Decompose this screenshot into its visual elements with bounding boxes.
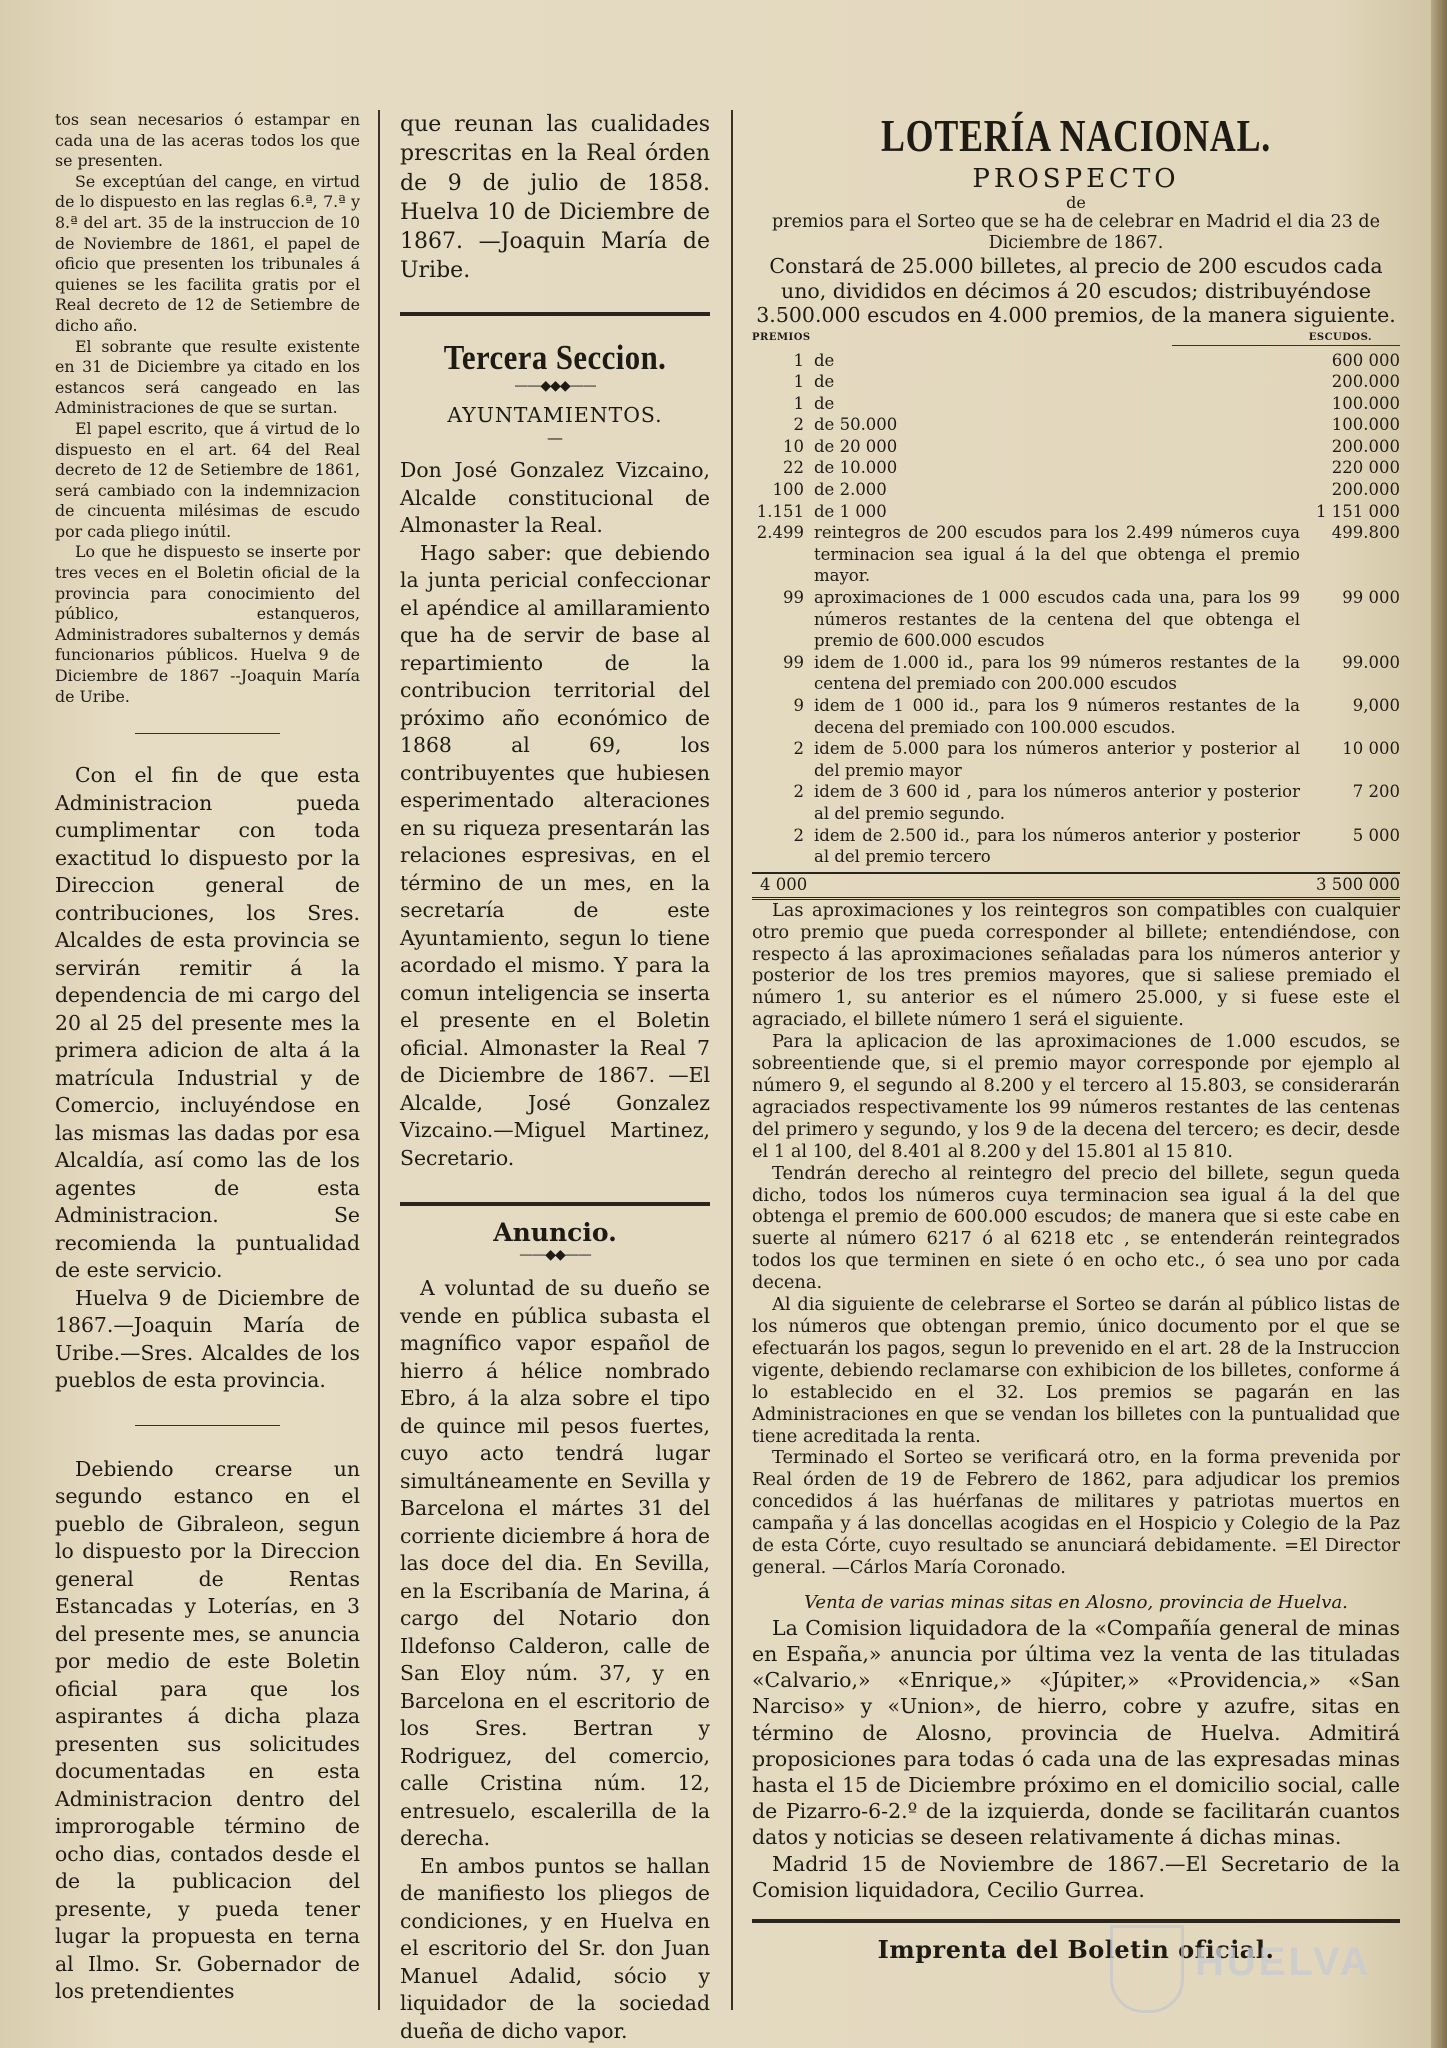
col1-paragraph: tos sean necesarios ó estampar en cada una de las aceras todos los que se presenten. bbox=[55, 110, 360, 171]
col1-paragraph: Lo que he dispuesto se inserte por tres veces en el Boletin oficial de la provincia para conocimiento del público, estanqueros, Administradores subalternos y demás funcionarios públicos. Huelva 9 de Diciembre de 1867 --Joaquin María de Uribe. bbox=[55, 542, 360, 706]
huelva-watermark: HUELVA bbox=[1195, 1940, 1372, 1984]
prize-count: 99 bbox=[783, 652, 804, 672]
prize-amount: 100.000 bbox=[1331, 415, 1400, 435]
prize-row bbox=[752, 501, 1400, 523]
prize-row bbox=[752, 522, 1400, 587]
prize-description: idem de 5.000 para los números anterior y posterior al del premio mayor bbox=[814, 739, 1300, 780]
prize-amount: 10 000 bbox=[1342, 739, 1400, 759]
prize-row bbox=[752, 457, 1400, 479]
prize-description: de 50.000 bbox=[814, 415, 898, 435]
premios-header: PREMIOS bbox=[752, 331, 811, 343]
column-3 bbox=[752, 108, 1400, 1964]
prize-row bbox=[752, 350, 1400, 372]
minas-signature: Madrid 15 de Noviembre de 1867.—El Secretario de la Comision liquidadora, Cecilio Gurrea. bbox=[752, 1851, 1400, 1902]
column-1 bbox=[55, 110, 360, 2006]
prize-row bbox=[752, 652, 1400, 695]
prize-amount: 200.000 bbox=[1331, 480, 1400, 500]
prize-row bbox=[752, 371, 1400, 393]
col1-paragraph: Con el fin de que esta Administracion pueda cumplimentar con toda exactitud lo dispuesto por la Direccion general de contribuciones, los Sres. Alcaldes de esta provincia se servirán remitir á la dependencia de mi cargo del 20 al 25 del presente mes la primera adicion de alta á la matrícula Industrial y de Comercio, incluyéndose en las mismas las dadas por esa Alcaldía, así como las de los agentes de esta Administracion. Se recomienda la puntualidad de este servicio. bbox=[55, 763, 360, 1283]
ornament-icon: ——◆◆◆—— bbox=[514, 377, 596, 394]
prize-row bbox=[752, 695, 1400, 738]
col3-paragraph: Tendrán derecho al reintegro del precio del billete, segun queda dicho, todos los números cuya terminacion sea igual á la del que obtenga el premio de 600.000 escudos; de manera que si este cabe en suerte al número 6217 ó al 6218 etc , se entenderán reintegrados todos los que terminen en siete ó en ocho etc., ó sea uno por cada decena. bbox=[752, 1162, 1400, 1294]
col1-paragraph: Se exceptúan del cange, en virtud de lo dispuesto en las reglas 6.ª, 7.ª y 8.ª del art. 35 de la instruccion de 10 de Noviembre de 1861, el papel de oficio que presenten los tribunales á quienes se les facilita gratis por el Real decreto de 12 de Setiembre de dicho año. bbox=[55, 171, 360, 335]
escudos-header: ESCUDOS. bbox=[1308, 331, 1372, 343]
prize-row bbox=[752, 738, 1400, 781]
prize-description: idem de 2.500 id., para los números anterior y posterior al del premio tercero bbox=[814, 825, 1300, 867]
prize-count: 22 bbox=[783, 458, 804, 478]
ayuntamientos-heading: AYUNTAMIENTOS. bbox=[447, 402, 663, 427]
prize-amount: 600 000 bbox=[1331, 350, 1400, 370]
prize-description: de bbox=[814, 393, 835, 413]
prize-amount: 499.800 bbox=[1331, 523, 1400, 543]
col3-paragraph: Terminado el Sorteo se verificará otro, en la forma prevenida por Real órden de 19 de Febrero de 1862, para adjudicar los premios concedidos á las huérfanas de militares y patriotas muertos en campaña y á las doncellas acogidas en el Hospicio y Colegio de la Paz de esta Córte, cuyo resultado se anunciará debidamente. =El Director general. —Cárlos María Coronado. bbox=[752, 1447, 1400, 1578]
prize-description: idem de 1 000 id., para los 9 números restantes de la decena del premiado con 100.000 escudos. bbox=[814, 696, 1300, 737]
prize-amount: 200.000 bbox=[1331, 372, 1400, 392]
col3-paragraph: Las aproximaciones y los reintegros son compatibles con cualquier otro premio que pueda corresponder al billete; entendiéndose, con respecto á las aproximaciones señaladas para los números anterior y posterior de los tres premios mayores, que si saliese premiado el número 1, su anterior es el número 25.000, y si fuese este el agraciado, el billete número 1 será el siguiente. bbox=[752, 899, 1400, 1031]
prize-count: 2 bbox=[793, 415, 804, 435]
prize-description: idem de 1.000 id., para los 99 números restantes de la centena del premiado con 200.000 escudos bbox=[814, 652, 1300, 694]
prize-amount: 1 151 000 bbox=[1316, 501, 1400, 521]
col1-paragraph: Debiendo crearse un segundo estanco en el pueblo de Gibraleon, segun lo dispuesto por la Direccion general de Rentas Estancadas y Loterías, en 3 del presente mes, se anuncia por medio de este Boletin oficial para que los aspirantes á dicha plaza presenten sus solicitudes documentadas en esta Administracion dentro del improrogable término de ocho dias, contados desde el de la publicacion del presente, y pueda tener lugar la propuesta en terna al Ilmo. Sr. Gobernador de los pretendientes bbox=[55, 1456, 360, 2004]
prize-description: de bbox=[814, 350, 835, 370]
page-edge bbox=[1431, 0, 1447, 2048]
prize-row bbox=[752, 436, 1400, 458]
prize-count: 2 bbox=[793, 739, 804, 759]
huelva-crest-icon bbox=[1110, 1925, 1184, 2013]
de-label: de bbox=[1066, 193, 1086, 212]
prize-amount: 220 000 bbox=[1331, 458, 1400, 478]
ayuntamiento-body: Hago saber: que debiendo la junta pericial confeccionar el apéndice al amillaramiento que ha de servir de base al repartimiento de la contribucion territorial del próximo año económico de 1868 al 69, los contribuyentes que hubiesen esperimentado alteraciones en su riqueza presentarán las relaciones espresivas, en el término de un mes, en la secretaría de este Ayuntamiento, segun lo tiene acordado el mismo. Y para la comun inteligencia se inserta el presente en el Boletin oficial. Almonaster la Real 7 de Diciembre de 1867. —El Alcalde, José Gonzalez Vizcaino.—Miguel Martinez, Secretario. bbox=[400, 540, 710, 1170]
section-title: Tercera Seccion. bbox=[443, 337, 667, 377]
prize-count: 99 bbox=[783, 588, 804, 608]
prize-amount: 200.000 bbox=[1331, 436, 1400, 456]
prize-row bbox=[752, 393, 1400, 415]
prize-count: 100 bbox=[772, 480, 804, 500]
total-amount: 3 500 000 bbox=[1316, 874, 1400, 894]
prospecto-lead: Constará de 25.000 billetes, al precio de 200 escudos cada uno, divididos en décimos á 20 escudos; distribuyéndose 3.500.000 escudos en 4.000 premios, de la manera siguiente. bbox=[756, 254, 1396, 327]
prize-description: de bbox=[814, 372, 835, 392]
prize-row bbox=[752, 587, 1400, 652]
prize-row bbox=[752, 479, 1400, 501]
col2-paragraph: que reunan las cualidades prescritas en la Real órden de 9 de julio de 1858. Huelva 10 de Diciembre de 1867. —Joaquin María de Uribe. bbox=[400, 112, 710, 284]
col3-paragraph: Para la aplicacion de las aproximaciones de 1.000 escudos, se sobreentiende que, si el premio mayor corresponde por ejemplo al número 9, el segundo al 8.200 y el tercero al 15.803, se considerarán agraciados respectivamente los 99 números restantes de las centenas del primero y segundo, y los 9 de la decena del tercero; es decir, desde el 1 al 100, del 8.401 al 8.200 y del 15.801 al 15 810. bbox=[752, 1031, 1400, 1162]
prize-count: 2 bbox=[793, 825, 804, 845]
column-rule-2 bbox=[731, 110, 733, 2010]
prize-count: 10 bbox=[783, 436, 804, 456]
prize-description: de 10.000 bbox=[814, 458, 898, 478]
minas-heading: Venta de varias minas sitas en Alosno, provincia de Huelva. bbox=[804, 1591, 1348, 1613]
total-count: 4 000 bbox=[760, 874, 808, 894]
col1-paragraph: Huelva 9 de Diciembre de 1867.—Joaquin María de Uribe.—Sres. Alcaldes de los pueblos de esta provincia. bbox=[55, 1285, 360, 1393]
imprenta-footer: Imprenta del Boletin oficial. bbox=[877, 1935, 1275, 1965]
anuncio-heading: Anuncio. bbox=[493, 1218, 617, 1248]
prize-count: 9 bbox=[793, 696, 804, 715]
prize-table bbox=[752, 350, 1400, 868]
loteria-title: LOTERÍA NACIONAL. bbox=[880, 110, 1272, 161]
prize-description: de 1 000 bbox=[814, 501, 887, 521]
prize-amount: 99.000 bbox=[1342, 652, 1400, 672]
prize-row bbox=[752, 414, 1400, 436]
ayuntamiento-name: Don José Gonzalez Vizcaino, Alcalde constitucional de Almonaster la Real. bbox=[400, 458, 710, 538]
prize-amount: 100.000 bbox=[1331, 393, 1400, 413]
prize-description: de 20 000 bbox=[814, 436, 898, 456]
prize-count: 2 bbox=[793, 782, 804, 802]
prize-count: 1 bbox=[793, 393, 804, 413]
prize-count: 2.499 bbox=[756, 523, 804, 543]
col1-paragraph: El sobrante que resulte existente en 31 de Diciembre ya citado en los estancos será cangeado en las Administraciones de que se surtan. bbox=[55, 336, 360, 418]
column-rule-1 bbox=[378, 110, 380, 2010]
prize-amount: 99 000 bbox=[1342, 588, 1400, 608]
anuncio-paragraph: A voluntad de su dueño se vende en pública subasta el magnífico vapor español de hierro á hélice nombrado Ebro, á la alza sobre el tipo de quince mil pesos fuertes, cuyo acto tendrá lugar simultáneamente en Sevilla y Barcelona el mártes 31 del corriente diciembre á hora de las doce del dia. En Sevilla, en la Escribanía de Marina, á cargo del Notario don Ildefonso Calderon, calle de San Eloy núm. 37, y en Barcelona en el escritorio de los Sres. Bertran y Rodriguez, del comercio, calle Cristina núm. 12, entresuelo, escalerilla de la derecha. bbox=[400, 1276, 710, 1851]
prospecto-heading: PROSPECTO bbox=[972, 164, 1180, 194]
prize-row bbox=[752, 825, 1400, 868]
col3-paragraph: Al dia siguiente de celebrarse el Sorteo se darán al público listas de los números que obtengan premio, único documento por el que se efectuarán los pagos, segun lo prevenido en el art. 28 de la Instruccion vigente, debiendo reclamarse con exhibicion de los billetes, conforme á lo establecido en el 32. Los premios se pagarán en las Administraciones en que se vendan los billetes con la puntualidad que tiene acreditada la renta. bbox=[752, 1294, 1400, 1447]
prize-description: idem de 3 600 id , para los números anterior y posterior al del premio segundo. bbox=[814, 782, 1300, 823]
prize-amount: 5 000 bbox=[1352, 825, 1400, 845]
prize-count: 1.151 bbox=[756, 501, 804, 521]
anuncio-paragraph: En ambos puntos se hallan de manifiesto los pliegos de condiciones, y en Huelva en el escritorio del Sr. don Juan Manuel Adalid, sócio y liquidador de la sociedad dueña de dicho vapor. bbox=[400, 1853, 710, 2043]
prospecto-intro: premios para el Sorteo que se ha de celebrar en Madrid el dia 23 de Diciembre de 1867. bbox=[772, 212, 1380, 253]
minas-paragraph: La Comision liquidadora de la «Compañía general de minas en España,» anuncia por última vez la venta de las tituladas «Calvario,» «Enrique,» «Júpiter,» «Providencia,» «San Narciso» y «Union», de hierro, cobre y azufre, sitas en término de Alosno, provincia de Huelva. Admitirá proposiciones para todas ó cada una de las expresadas minas hasta el 15 de Diciembre próximo en el domicilio social, calle de Pizarro-6-2.º de la izquierda, donde se facilitarán cuantos datos y noticias se deseen relativamente á dichas minas. bbox=[752, 1615, 1400, 1850]
column-2: que reunan las cualidades prescritas en la Real órden de 9 de julio de 1858. Huelva 10 de Diciembre de 1867. —Joaquin María de Uribe. Tercera Seccion. ——◆◆◆—— AYUNTAMIENTOS. — Don José Gonzalez Vizcaino, Alcalde constitucional de Almonaster la Real. Hago saber: que debiendo la junta pericial confeccionar el apéndice al amillaramiento que ha de servir de base al repartimiento de la contribucion territorial del próximo año económico de 1868 al 69, los contribuyentes que hubiesen esperimentado alteraciones en su riqueza presentarán las relaciones espresivas, en el término de un mes, en la secretaría de este Ayuntamiento, segun lo tiene acordado el mismo. Y para la comun inteligencia se inserta el presente en el Boletin oficial. Almonaster la Real 7 de Diciembre de 1867. —El Alcalde, José Gonzalez Vizcaino.—Miguel Martinez, Secretario. Anuncio. ——◆◆—— A voluntad de su dueño se vende en pública subasta el magnífico vapor español de hierro á hélice nombrado Ebro, á la alza sobre el tipo de quince mil pesos fuertes, cuyo acto tendrá lugar simultáneamente en Sevilla y Barcelona el mártes 31 del corriente diciembre á hora de las doce del dia. En Sevilla, en la Escribanía de Marina, á cargo del Notario don Ildefonso Calderon, calle de San Eloy núm. 37, y en Barcelona en el escritorio de los Sres. Bertran y Rodriguez, del comercio, calle Cristina núm. 12, entresuelo, escalerilla de la derecha. En ambos puntos se hallan de manifiesto los pliegos de condiciones, y en Huelva en el escritorio del Sr. don Juan Manuel Adalid, sócio y liquidador de la sociedad dueña de dicho vapor. bbox=[400, 110, 710, 2045]
prize-amount: 9,000 bbox=[1352, 696, 1400, 715]
prize-description: de 2.000 bbox=[814, 480, 887, 500]
prize-count: 1 bbox=[793, 372, 804, 392]
prize-description: reintegros de 200 escudos para los 2.499 números cuya terminacion sea igual á la del que obtenga el premio mayor. bbox=[814, 523, 1300, 586]
col1-paragraph: El papel escrito, que á virtud de lo dispuesto en el art. 64 del Real decreto de 12 de Setiembre de 1861, será cambiado con la indemnizacion de cincuenta milésimas de escudo por cada pliego inútil. bbox=[55, 418, 360, 541]
prize-row bbox=[752, 781, 1400, 824]
prize-amount: 7 200 bbox=[1352, 782, 1400, 802]
prize-count: 1 bbox=[793, 350, 804, 370]
ornament-icon: ——◆◆—— bbox=[519, 1247, 591, 1264]
prize-description: aproximaciones de 1 000 escudos cada una, para los 99 números restantes de la centena del que obtenga el premio de 600.000 escudos bbox=[814, 588, 1300, 651]
